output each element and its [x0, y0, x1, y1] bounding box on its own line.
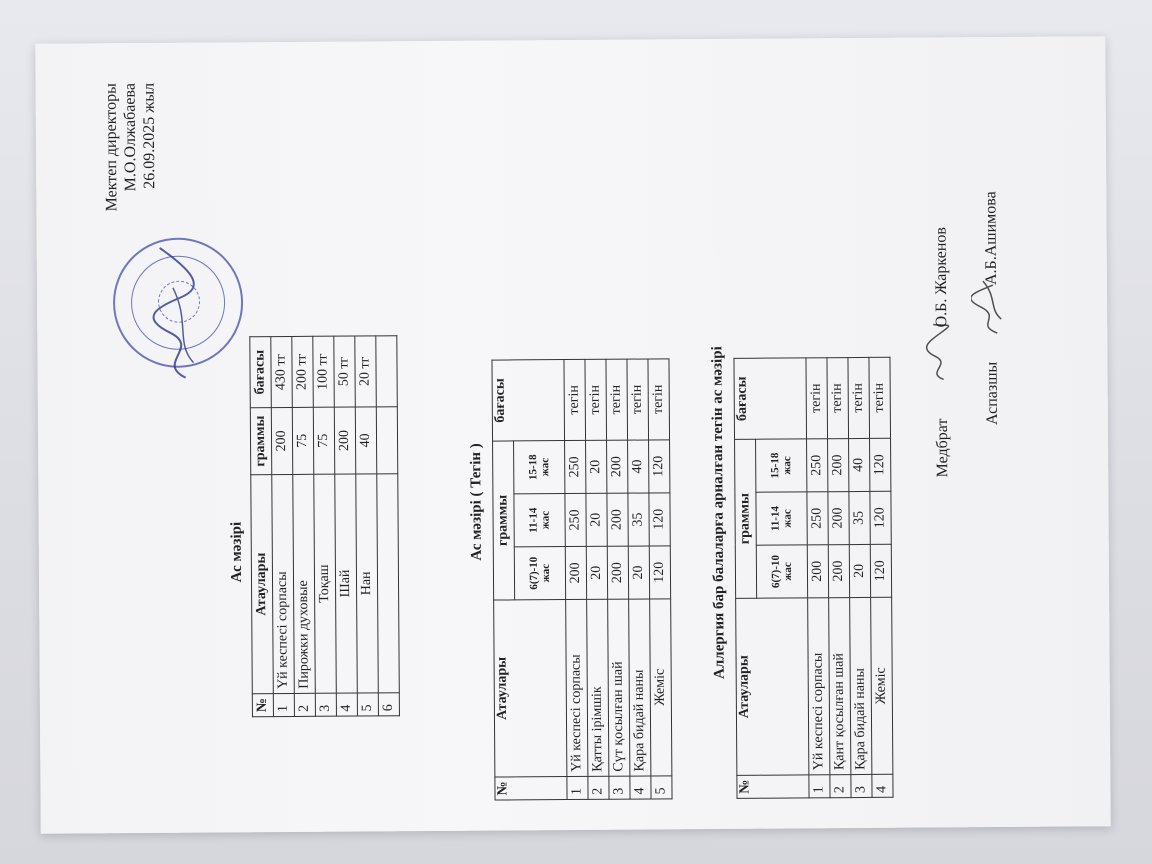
row-price: тегін [627, 359, 649, 440]
table-row [627, 359, 651, 799]
table-header-row [734, 358, 758, 798]
row-grams-6-10: 120 [649, 546, 670, 599]
row-grams: 200 [271, 407, 292, 474]
row-name: Пирожки духовые [293, 474, 316, 693]
col-age-11-14: 11-14 жас [514, 493, 565, 546]
col-grams: граммы [735, 439, 757, 598]
table-row [292, 336, 316, 716]
row-name: Қара бидай наны [629, 599, 651, 776]
menu2-title: Ас мәзірі ( Тегін ) [468, 443, 485, 561]
row-name: Нан [356, 474, 379, 693]
row-price: тегін [869, 357, 891, 438]
row-price: тегін [606, 359, 628, 440]
menu1-table [249, 335, 400, 717]
row-grams: 40 [355, 407, 376, 474]
row-grams-11-14: 120 [870, 491, 891, 544]
col-name: Атаулары [736, 598, 809, 775]
approval-line-3: 26.09.2025 жыл [140, 82, 159, 189]
row-grams-11-14: 120 [649, 493, 670, 546]
approval-line-2: М.О.Олжабаева [121, 83, 140, 192]
row-price: 200 тг [292, 336, 313, 407]
row-price: тегін [564, 359, 586, 440]
menu1-title: Ас мәзірі [228, 521, 246, 583]
col-grams: граммы [250, 408, 271, 475]
cook-name: А.Б.Ашимова [982, 191, 1000, 286]
row-grams-11-14: 35 [849, 491, 870, 544]
col-age-15-18: 15-18 жас [514, 440, 565, 493]
row-number: 4 [630, 776, 651, 799]
col-number: № [737, 775, 809, 799]
table-row [376, 336, 400, 716]
row-name: Үй кеспесі сорпасы [272, 474, 295, 693]
row-number: 4 [336, 693, 357, 716]
row-number: 5 [357, 693, 378, 716]
row-price: 430 тг [271, 336, 292, 407]
col-age-15-18: 15-18 жас [756, 439, 807, 492]
table-row [648, 359, 672, 799]
row-grams-11-14: 20 [586, 493, 607, 546]
row-name: Қара бидай наны [850, 597, 872, 774]
col-age-6-10: 6(7)-10 жас [514, 546, 565, 599]
row-grams: 75 [292, 407, 313, 474]
row-name: Жеміс [871, 597, 893, 774]
table-row [313, 336, 337, 716]
table-row [271, 336, 295, 716]
cook-signature [971, 277, 1005, 337]
row-number: 5 [651, 776, 672, 799]
row-grams-15-18: 250 [565, 440, 586, 493]
row-grams: 200 [334, 407, 355, 474]
row-price [376, 336, 397, 407]
col-number: № [495, 776, 567, 800]
col-price: бағасы [492, 359, 565, 441]
row-price: 100 тг [313, 336, 334, 407]
col-name: Атаулары [494, 599, 567, 776]
row-number: 1 [273, 693, 294, 716]
row-grams-11-14: 250 [565, 493, 586, 546]
table-row [355, 336, 379, 716]
row-grams-11-14: 250 [807, 492, 828, 545]
row-grams-6-10: 120 [870, 544, 891, 597]
col-grams: граммы [493, 441, 515, 600]
row-number: 3 [851, 774, 872, 797]
nurse-signature [923, 322, 953, 382]
row-name: Сүт қосылған шай [608, 599, 630, 776]
row-grams-15-18: 40 [628, 440, 649, 493]
approval-line-1: Мектеп директоры [102, 83, 121, 212]
row-price: 20 тг [355, 336, 376, 407]
row-grams-15-18: 120 [649, 440, 670, 493]
row-number: 4 [872, 774, 893, 797]
row-name: Үй кеспесі сорпасы [566, 599, 588, 776]
row-name [377, 474, 400, 693]
table-row [848, 357, 872, 797]
col-age-11-14: 11-14 жас [756, 492, 807, 545]
row-grams-6-10: 200 [565, 546, 586, 599]
row-number: 1 [567, 776, 588, 799]
table-row [827, 358, 851, 798]
row-number: 3 [609, 776, 630, 799]
row-grams [376, 407, 397, 474]
cook-role: Аспазшы [983, 361, 1001, 426]
table-row [806, 358, 830, 798]
menu2-table [491, 358, 672, 800]
row-grams-6-10: 20 [849, 544, 870, 597]
menu3-table [733, 357, 893, 799]
row-grams-15-18: 200 [828, 438, 849, 491]
row-grams-6-10: 200 [607, 546, 628, 599]
row-price: тегін [806, 358, 828, 439]
row-name: Қант қосылған шай [829, 597, 851, 774]
row-price: тегін [585, 359, 607, 440]
row-grams-15-18: 20 [586, 440, 607, 493]
row-price: тегін [648, 359, 670, 440]
col-number: № [252, 694, 273, 717]
row-grams-11-14: 200 [828, 491, 849, 544]
approval-block [102, 83, 161, 323]
row-grams-11-14: 35 [628, 493, 649, 546]
table-row [564, 359, 588, 799]
paper-sheet [35, 36, 1110, 833]
row-grams: 75 [313, 407, 334, 474]
menu3-title: Аллергия бар балаларға арналған тегін ас мәзірі [709, 346, 728, 680]
row-price: 50 тг [334, 336, 355, 407]
row-grams-6-10: 200 [828, 544, 849, 597]
col-name: Атаулары [251, 475, 274, 694]
nurse-name: О.Б. Жаркенов [932, 226, 951, 328]
table-row [334, 336, 358, 716]
table-row [869, 357, 893, 797]
row-number: 3 [315, 693, 336, 716]
col-price: бағасы [250, 337, 271, 408]
row-number: 2 [830, 774, 851, 797]
row-name: Жеміс [650, 599, 672, 776]
row-grams-11-14: 200 [607, 493, 628, 546]
row-grams-15-18: 250 [807, 439, 828, 492]
table-header-row [250, 337, 274, 717]
row-grams-6-10: 200 [807, 545, 828, 598]
row-grams-15-18: 40 [849, 438, 870, 491]
row-name: Үй кеспесі сорпасы [808, 598, 830, 775]
row-number: 1 [809, 775, 830, 798]
col-age-6-10: 6(7)-10 жас [756, 545, 807, 598]
row-number: 6 [378, 693, 399, 716]
row-price: тегін [848, 357, 870, 438]
row-grams-15-18: 120 [870, 438, 891, 491]
row-name: Шай [335, 474, 358, 693]
nurse-role: Медбрат [933, 418, 952, 478]
row-price: тегін [827, 358, 849, 439]
row-name: Қатты ірімшік [587, 599, 609, 776]
table-row [606, 359, 630, 799]
table-header-row [492, 360, 516, 800]
col-price: бағасы [734, 358, 807, 440]
row-grams-6-10: 20 [628, 546, 649, 599]
row-grams-15-18: 200 [607, 440, 628, 493]
rotated-page [53, 46, 1088, 813]
row-number: 2 [588, 776, 609, 799]
row-number: 2 [294, 693, 315, 716]
row-name: Тоқаш [314, 474, 337, 693]
row-grams-6-10: 20 [586, 546, 607, 599]
table-row [585, 359, 609, 799]
